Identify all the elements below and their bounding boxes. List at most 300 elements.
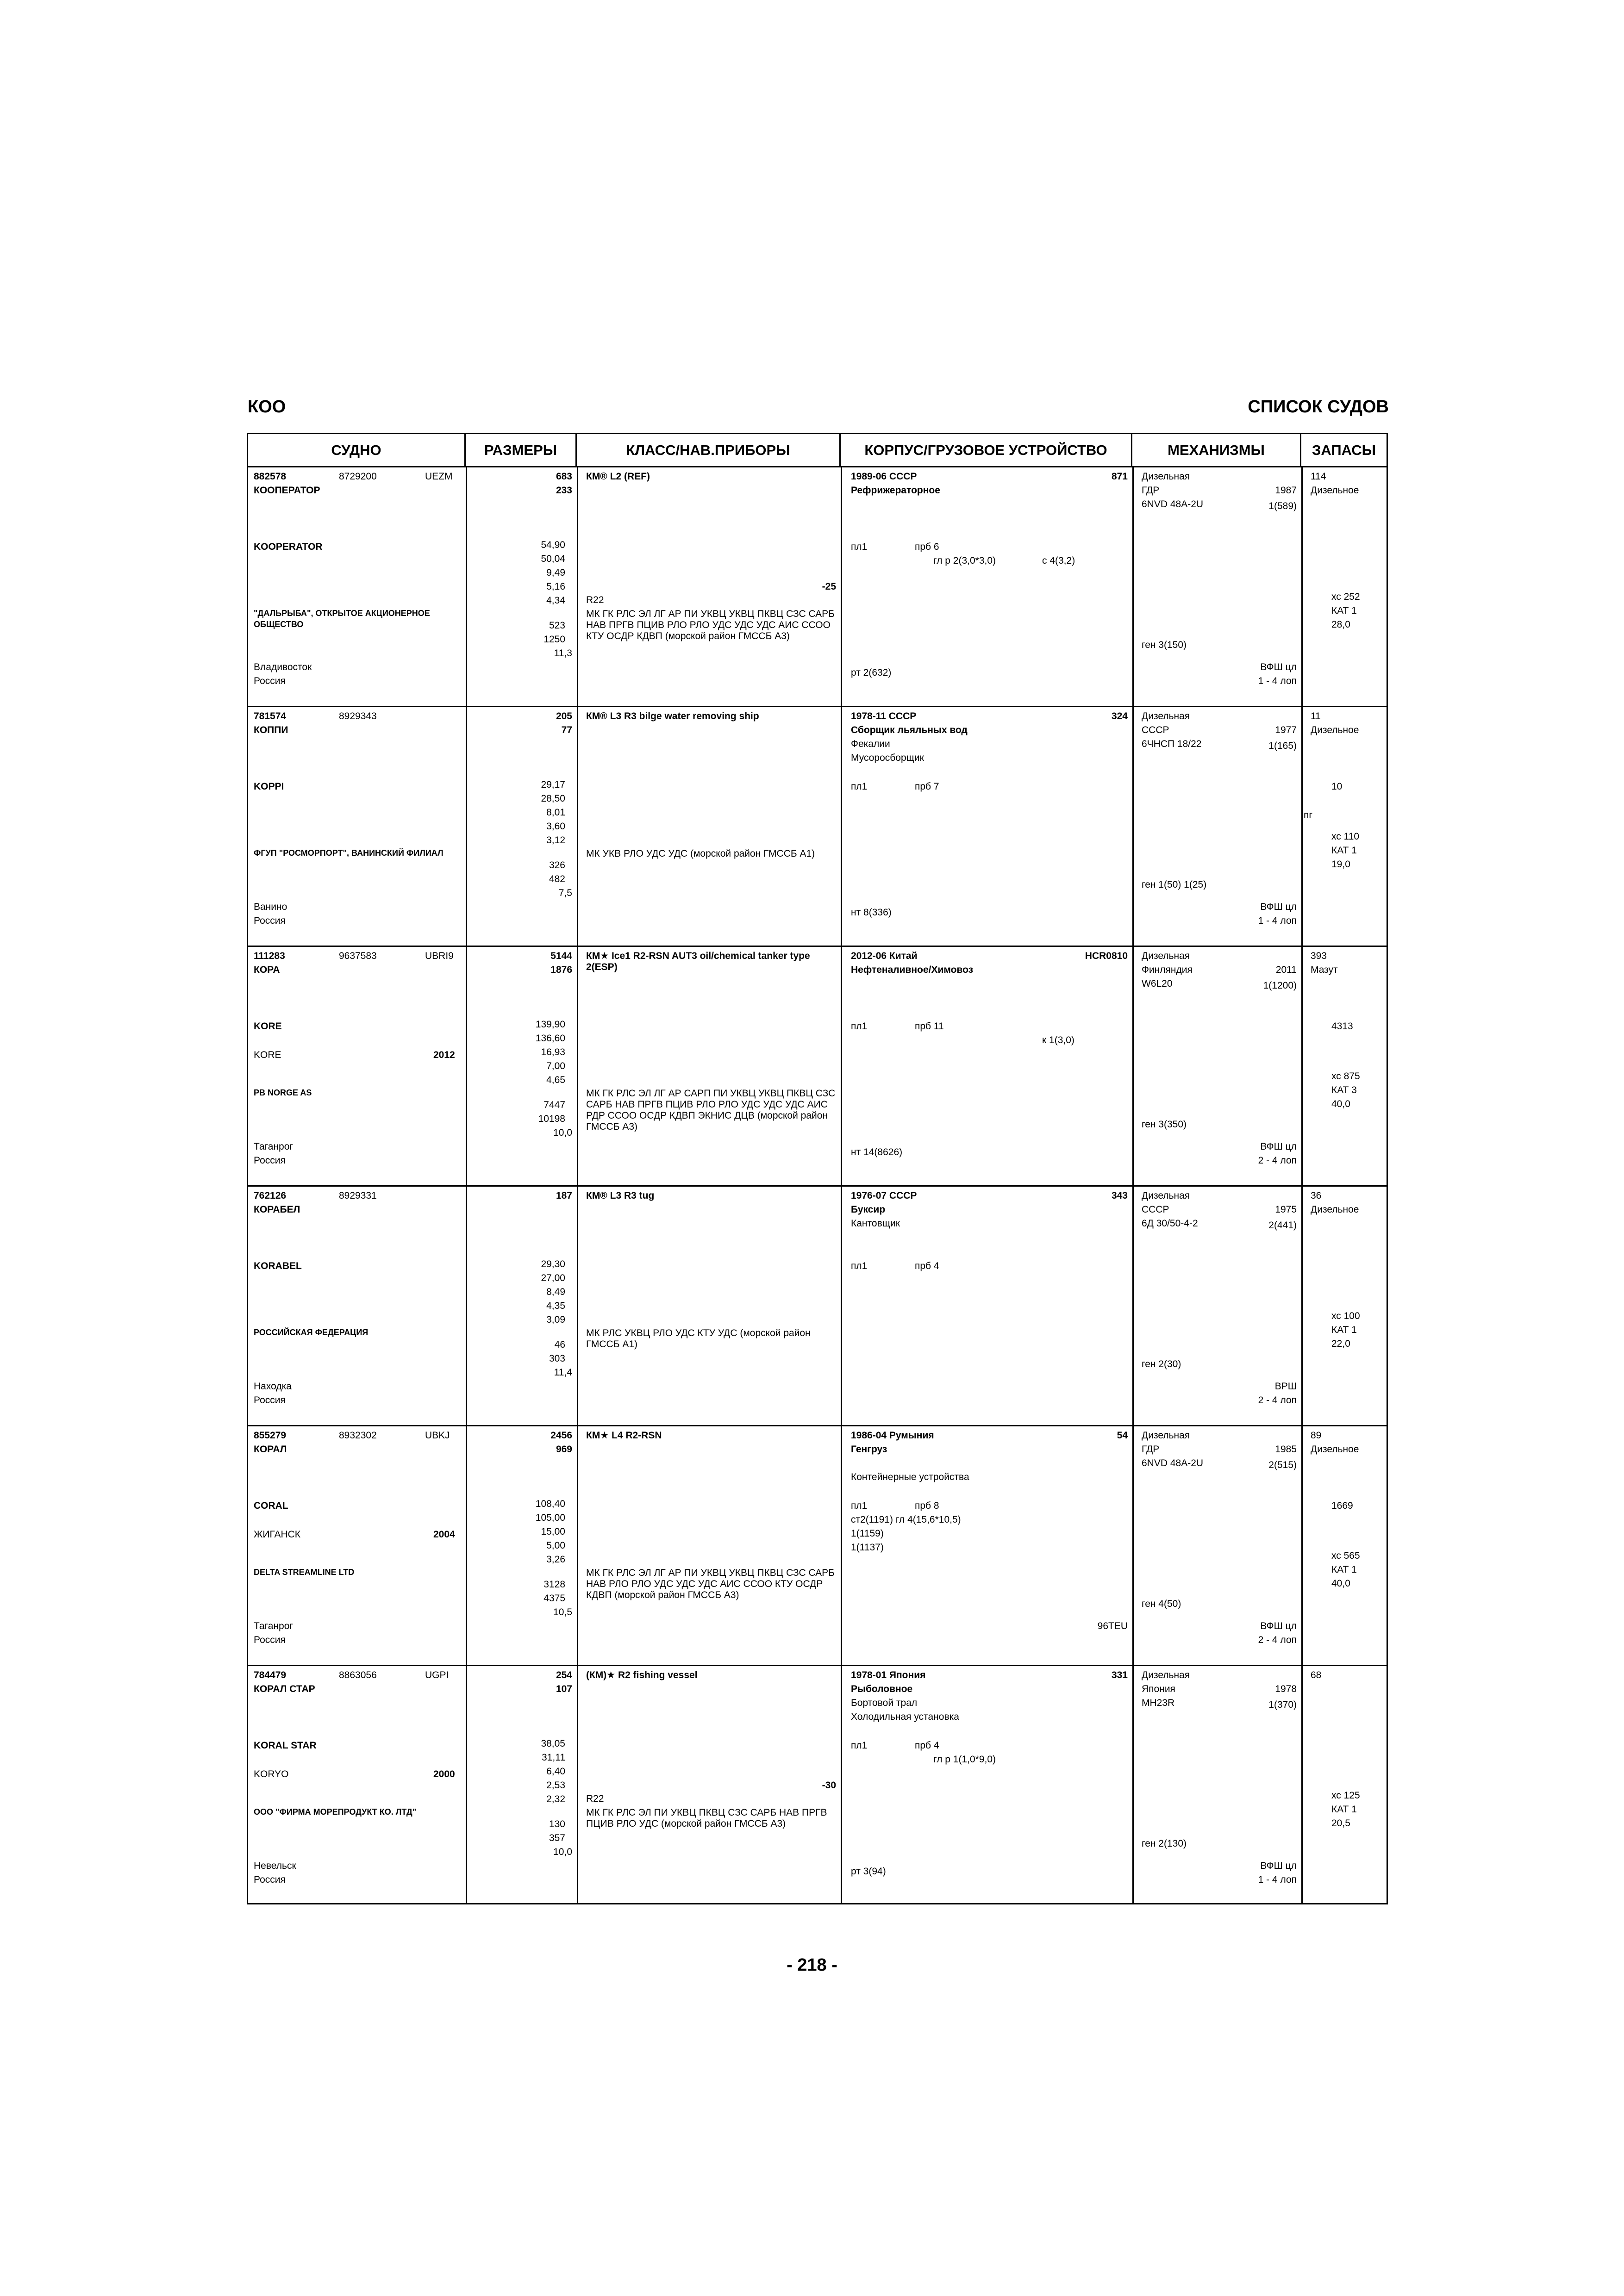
ship-type-extra: Фекалии xyxy=(851,739,890,749)
imo-number: 8929343 xyxy=(339,711,377,722)
navigation-equipment: МК ГК РЛС ЭЛ ЛГ АР ПИ УКВЦ УКВЦ ПКВЦ СЗС САРБ НАВ РЛО РЛО УДС УДС УДС АИС ССОО КТУ ОСДР КДВП (морской район ГМССБ А3) xyxy=(586,1568,835,1600)
engine-year: 1977 xyxy=(1275,725,1297,735)
tanks: рт 2(632) xyxy=(851,667,892,678)
decks: пл1 xyxy=(851,1500,868,1511)
column-divider xyxy=(1301,1187,1303,1425)
cargo-cranes: к 1(3,0) xyxy=(1042,1035,1074,1045)
home-port: Ванино xyxy=(254,902,287,912)
call-sign: UBRI9 xyxy=(425,951,454,961)
engine-year: 1978 xyxy=(1275,1684,1297,1694)
generators: ген 2(130) xyxy=(1142,1838,1187,1849)
speed-range: хс 252 xyxy=(1331,591,1360,602)
generators: ген 3(150) xyxy=(1142,640,1187,650)
dimension-value: 3,60 xyxy=(546,821,565,832)
column-divider xyxy=(1132,467,1134,706)
capacity-value: 357 xyxy=(549,1833,565,1843)
engine-year: 1975 xyxy=(1275,1204,1297,1215)
ship-name-latin: KORE xyxy=(254,1021,282,1032)
ship-type-extra: Холодильная установка xyxy=(851,1711,959,1722)
flag-country: Россия xyxy=(254,915,286,926)
build-year-country: 1978-01 Япония xyxy=(851,1670,926,1680)
supplies-top: 89 xyxy=(1311,1430,1322,1441)
hull-number: 324 xyxy=(1111,711,1128,722)
category: КАТ 1 xyxy=(1331,1804,1357,1815)
column-header-hull: КОРПУС/ГРУЗОВОЕ УСТРОЙСТВО xyxy=(841,434,1132,466)
propeller-blades: 2 - 4 лоп xyxy=(1258,1395,1297,1406)
hull-number: 54 xyxy=(1117,1430,1128,1441)
gross-tonnage: 683 xyxy=(556,471,572,482)
build-year-country: 1989-06 СССР xyxy=(851,471,917,482)
speed-knots: 19,0 xyxy=(1331,859,1350,870)
holds: прб 4 xyxy=(915,1740,939,1751)
flag-country: Россия xyxy=(254,1635,286,1645)
dimension-value: 105,00 xyxy=(535,1512,565,1523)
tanks: нт 8(336) xyxy=(851,907,892,918)
refrigeration-temp: -30 xyxy=(822,1780,836,1791)
engine-power: 2(441) xyxy=(1268,1220,1297,1231)
holds: прб 7 xyxy=(915,781,939,792)
fuel-type: Дизельное xyxy=(1311,725,1359,735)
category: КАТ 1 xyxy=(1331,1325,1357,1335)
navigation-equipment: МК РЛС УКВЦ РЛО УДС КТУ УДС (морской район ГМССБ А1) xyxy=(586,1328,811,1350)
ship-type: Сборщик льяльных вод xyxy=(851,725,968,735)
gross-tonnage: 2456 xyxy=(550,1430,572,1441)
engine-year: 1985 xyxy=(1275,1444,1297,1455)
net-tonnage: 969 xyxy=(556,1444,572,1455)
decks: пл1 xyxy=(851,1740,868,1751)
engine-model: 6NVD 48A-2U xyxy=(1142,1458,1204,1468)
ship-record xyxy=(248,467,1387,707)
tanks: рт 3(94) xyxy=(851,1866,886,1877)
class-notation: КМ® L3 R3 bilge water removing ship xyxy=(586,711,759,722)
former-name-year: 2004 xyxy=(433,1529,455,1540)
cargo-hatches: гл р 2(3,0*3,0) xyxy=(933,555,996,566)
dimension-value: 6,40 xyxy=(546,1766,565,1777)
column-divider xyxy=(1132,707,1134,946)
column-divider xyxy=(466,707,467,946)
dimension-value: 54,90 xyxy=(541,540,565,550)
engine-country: Япония xyxy=(1142,1684,1175,1694)
fuel-type: Дизельное xyxy=(1311,485,1359,496)
navigation-equipment: МК ГК РЛС ЭЛ ЛГ АР САРП ПИ УКВЦ УКВЦ ПКВЦ СЗС САРБ НАВ ПРГВ ПЦИВ РЛО РЛО УДС УДС УДС АИС РДР ССОО ОСДР КДВП ЭКНИС ДЦВ (морской район ГМССБ А3) xyxy=(586,1088,836,1132)
home-port: Находка xyxy=(254,1381,292,1392)
column-divider xyxy=(466,1666,467,1903)
call-sign: UEZM xyxy=(425,471,453,482)
engine-type: Дизельная xyxy=(1142,471,1190,482)
owner: PB NORGE AS xyxy=(254,1088,312,1097)
ship-record xyxy=(248,1426,1387,1666)
capacity-value: 7,5 xyxy=(558,888,572,898)
dimension-value: 27,00 xyxy=(541,1273,565,1283)
propeller: ВРШ xyxy=(1274,1381,1297,1392)
imo-number: 8932302 xyxy=(339,1430,377,1441)
engine-power: 1(165) xyxy=(1268,740,1297,751)
supplies-top: 36 xyxy=(1311,1190,1322,1201)
dimension-value: 16,93 xyxy=(541,1047,565,1058)
reg-number: 111283 xyxy=(254,951,285,961)
dimension-value: 50,04 xyxy=(541,554,565,564)
build-year-country: 2012-06 Китай xyxy=(851,951,918,961)
capacity-value: 1250 xyxy=(543,634,565,645)
flag-country: Россия xyxy=(254,1395,286,1406)
ship-name-latin: KOPPI xyxy=(254,781,284,792)
ship-register-table xyxy=(247,433,1388,1904)
speed-range: хс 875 xyxy=(1331,1071,1360,1082)
category: КАТ 1 xyxy=(1331,845,1357,856)
supplies-top: 68 xyxy=(1311,1670,1322,1680)
call-sign: UBKJ xyxy=(425,1430,450,1441)
home-port: Невельск xyxy=(254,1860,296,1871)
call-sign: UGPI xyxy=(425,1670,449,1680)
build-year-country: 1978-11 СССР xyxy=(851,711,917,722)
column-header-class: КЛАСС/НАВ.ПРИБОРЫ xyxy=(577,434,841,466)
engine-year: 2011 xyxy=(1275,964,1297,975)
capacity-value: 4375 xyxy=(543,1593,565,1604)
engine-country: Финляндия xyxy=(1142,964,1193,975)
column-divider xyxy=(841,1187,842,1425)
class-notation: КМ® L2 (REF) xyxy=(586,471,650,482)
dimension-value: 2,32 xyxy=(546,1794,565,1804)
hull-number: 343 xyxy=(1111,1190,1128,1201)
owner: РОССИЙСКАЯ ФЕДЕРАЦИЯ xyxy=(254,1328,369,1337)
category: КАТ 1 xyxy=(1331,1564,1357,1575)
column-divider xyxy=(1132,1187,1134,1425)
generators: ген 4(50) xyxy=(1142,1599,1181,1609)
speed-knots: 22,0 xyxy=(1331,1338,1350,1349)
supplies-mid: 4313 xyxy=(1331,1021,1353,1032)
build-year-country: 1976-07 СССР xyxy=(851,1190,917,1201)
dimension-value: 108,40 xyxy=(535,1499,565,1509)
build-year-country: 1986-04 Румыния xyxy=(851,1430,934,1441)
capacity-value: 46 xyxy=(554,1339,565,1350)
ship-type: Рыболовное xyxy=(851,1684,913,1694)
dimension-value: 5,00 xyxy=(546,1540,565,1551)
former-name: KORYO xyxy=(254,1769,289,1780)
propeller-blades: 2 - 4 лоп xyxy=(1258,1635,1297,1645)
capacity-value: 3128 xyxy=(543,1579,565,1590)
speed-range: хс 110 xyxy=(1331,831,1360,842)
engine-model: MH23R xyxy=(1142,1698,1175,1708)
supplies-top: 11 xyxy=(1311,711,1321,722)
propeller: ВФШ цл xyxy=(1260,902,1297,912)
cargo-cranes: с 4(3,2) xyxy=(1042,555,1075,566)
dimension-value: 3,09 xyxy=(546,1314,565,1325)
page-number: - 218 - xyxy=(787,1955,837,1975)
cargo-gear-line: 1(1159) xyxy=(851,1528,884,1539)
column-header-machinery: МЕХАНИЗМЫ xyxy=(1132,434,1301,466)
ship-type: Буксир xyxy=(851,1204,886,1215)
engine-power: 2(515) xyxy=(1268,1460,1297,1470)
speed-knots: 40,0 xyxy=(1331,1099,1350,1109)
engine-power: 1(1200) xyxy=(1263,980,1297,991)
column-divider xyxy=(577,707,578,946)
propeller-blades: 2 - 4 лоп xyxy=(1258,1155,1297,1166)
net-tonnage: 1876 xyxy=(550,964,572,975)
gross-tonnage: 254 xyxy=(556,1670,572,1680)
ship-name: КОРАБЕЛ xyxy=(254,1204,300,1215)
propeller: ВФШ цл xyxy=(1260,1141,1297,1152)
dimension-value: 4,35 xyxy=(546,1300,565,1311)
column-divider xyxy=(466,1187,467,1425)
capacity-value: 7447 xyxy=(543,1100,565,1110)
engine-type: Дизельная xyxy=(1142,1190,1190,1201)
former-name-year: 2000 xyxy=(433,1769,455,1780)
ship-record xyxy=(248,707,1387,947)
reg-number: 762126 xyxy=(254,1190,287,1201)
home-port: Таганрог xyxy=(254,1141,294,1152)
column-header-supplies: ЗАПАСЫ xyxy=(1312,442,1376,458)
column-divider xyxy=(466,1426,467,1665)
ship-name-latin: KORABEL xyxy=(254,1261,302,1271)
ship-type-extra: Кантовщик xyxy=(851,1218,900,1229)
holds: прб 11 xyxy=(915,1021,944,1032)
gross-tonnage: 5144 xyxy=(550,951,572,961)
imo-number: 8729200 xyxy=(339,471,377,482)
hull-number: 331 xyxy=(1111,1670,1128,1680)
speed-range: хс 100 xyxy=(1331,1311,1360,1321)
owner: ООО "ФИРМА МОРЕПРОДУКТ КО. ЛТД" xyxy=(254,1807,417,1817)
dimension-value: 9,49 xyxy=(546,567,565,578)
column-divider xyxy=(1301,1666,1303,1903)
capacity-value: 10,0 xyxy=(553,1127,572,1138)
dimension-value: 3,12 xyxy=(546,835,565,846)
engine-type: Дизельная xyxy=(1142,951,1190,961)
gross-tonnage: 205 xyxy=(556,711,572,722)
engine-year: 1987 xyxy=(1275,485,1297,496)
dimension-value: 3,26 xyxy=(546,1554,565,1565)
refrigerant: R22 xyxy=(586,1793,604,1804)
dimension-value: 29,17 xyxy=(541,779,565,790)
dimension-value: 5,16 xyxy=(546,581,565,592)
engine-type: Дизельная xyxy=(1142,1670,1190,1680)
column-header-ship: СУДНО xyxy=(248,434,466,466)
ship-name-latin: KOOPERATOR xyxy=(254,541,323,552)
ship-record xyxy=(248,1666,1387,1903)
speed-knots: 28,0 xyxy=(1331,619,1350,630)
reg-number: 781574 xyxy=(254,711,287,722)
reg-number: 784479 xyxy=(254,1670,287,1680)
engine-country: ГДР xyxy=(1142,485,1160,496)
capacity-value: 303 xyxy=(549,1353,565,1364)
capacity-value: 130 xyxy=(549,1819,565,1829)
column-divider xyxy=(1301,1426,1303,1665)
class-notation: КМ★ L4 R2-RSN xyxy=(586,1430,662,1441)
cargo-gear-line: 1(1137) xyxy=(851,1542,884,1553)
tanks: нт 14(8626) xyxy=(851,1147,903,1157)
column-divider xyxy=(1301,467,1303,706)
engine-model: 6ЧНСП 18/22 xyxy=(1142,739,1202,749)
engine-country: СССР xyxy=(1142,725,1169,735)
dimension-value: 4,65 xyxy=(546,1075,565,1085)
fuel-type: Дизельное xyxy=(1311,1204,1359,1215)
engine-type: Дизельная xyxy=(1142,1430,1190,1441)
flag-country: Россия xyxy=(254,1155,286,1166)
page-header-left: КОО xyxy=(248,397,286,417)
refrigerant: R22 xyxy=(586,595,604,605)
owner: "ДАЛЬРЫБА", ОТКРЫТОЕ АКЦИОНЕРНОЕ ОБЩЕСТВО xyxy=(254,609,430,629)
home-port: Таганрог xyxy=(254,1621,294,1631)
flag-country: Россия xyxy=(254,676,286,686)
engine-power: 1(589) xyxy=(1268,501,1297,511)
home-port: Владивосток xyxy=(254,662,312,672)
ship-type-extra: Мусоросборщик xyxy=(851,753,924,763)
navigation-equipment: МК УКВ РЛО УДС УДС (морской район ГМССБ А1) xyxy=(586,848,815,859)
cargo-hatches: гл р 1(1,0*9,0) xyxy=(933,1754,996,1765)
fuel-type: Мазут xyxy=(1311,964,1338,975)
engine-country: ГДР xyxy=(1142,1444,1160,1455)
dimension-value: 8,01 xyxy=(546,807,565,818)
former-name-year: 2012 xyxy=(433,1050,455,1060)
column-divider xyxy=(841,467,842,706)
engine-type: Дизельная xyxy=(1142,711,1190,722)
generators: ген 2(30) xyxy=(1142,1359,1181,1369)
ship-name-latin: KORAL STAR xyxy=(254,1740,317,1751)
ship-name: КОРАЛ СТАР xyxy=(254,1684,315,1694)
dimension-value: 28,50 xyxy=(541,793,565,804)
ship-type-extra: Бортовой трал xyxy=(851,1698,918,1708)
fuel-type: Дизельное xyxy=(1311,1444,1359,1455)
engine-country: СССР xyxy=(1142,1204,1169,1215)
supplies-mid: 1669 xyxy=(1331,1500,1353,1511)
dimension-value: 2,53 xyxy=(546,1780,565,1791)
net-tonnage: 77 xyxy=(561,725,572,735)
class-notation: КМ® L3 R3 tug xyxy=(586,1190,655,1201)
hull-number: 871 xyxy=(1111,471,1128,482)
refrigeration-temp: -25 xyxy=(822,581,836,592)
net-tonnage: 233 xyxy=(556,485,572,496)
reg-number: 882578 xyxy=(254,471,287,482)
capacity-value: 482 xyxy=(549,874,565,884)
column-divider xyxy=(577,1187,578,1425)
speed-range: хс 125 xyxy=(1331,1790,1360,1801)
ship-record xyxy=(248,1187,1387,1426)
column-header-dimensions: РАЗМЕРЫ xyxy=(466,434,577,466)
decks: пл1 xyxy=(851,781,868,792)
propeller-blades: 1 - 4 лоп xyxy=(1258,915,1297,926)
engine-model: 6Д 30/50-4-2 xyxy=(1142,1218,1198,1229)
column-divider xyxy=(577,1426,578,1665)
capacity-value: 523 xyxy=(549,620,565,631)
generators: ген 1(50) 1(25) xyxy=(1142,879,1207,890)
generators: ген 3(350) xyxy=(1142,1119,1187,1130)
category: КАТ 3 xyxy=(1331,1085,1357,1095)
column-divider xyxy=(1132,1426,1134,1665)
dimension-value: 136,60 xyxy=(535,1033,565,1044)
capacity-value: 10,5 xyxy=(553,1607,572,1618)
column-divider xyxy=(841,1666,842,1903)
holds: прб 4 xyxy=(915,1261,939,1271)
decks: пл1 xyxy=(851,541,868,552)
speed-range: хс 565 xyxy=(1331,1550,1360,1561)
capacity-value: 326 xyxy=(549,860,565,871)
owner: ФГУП "РОСМОРПОРТ", ВАНИНСКИЙ ФИЛИАЛ xyxy=(254,848,443,858)
speed-knots: 40,0 xyxy=(1331,1578,1350,1589)
column-divider xyxy=(1132,1666,1134,1903)
column-divider xyxy=(1301,947,1303,1185)
imo-number: 9637583 xyxy=(339,951,377,961)
hull-number: HCR0810 xyxy=(1085,951,1128,961)
cargo-gear-line: ст2(1191) гл 4(15,6*10,5) xyxy=(851,1514,961,1525)
capacity-value: 11,3 xyxy=(554,648,572,659)
dimension-value: 4,34 xyxy=(546,595,565,606)
imo-number: 8863056 xyxy=(339,1670,377,1680)
column-divider xyxy=(577,467,578,706)
category: КАТ 1 xyxy=(1331,605,1357,616)
former-name: KORE xyxy=(254,1050,281,1060)
propeller: ВФШ цл xyxy=(1260,1621,1297,1631)
capacity-value: 10,0 xyxy=(553,1847,572,1857)
ship-name-latin: CORAL xyxy=(254,1500,288,1511)
dimension-value: 29,30 xyxy=(541,1259,565,1269)
ship-name: КООПЕРАТОР xyxy=(254,485,320,496)
former-name: ЖИГАНСК xyxy=(254,1529,301,1540)
column-divider xyxy=(841,1426,842,1665)
column-divider xyxy=(577,1666,578,1903)
reg-number: 855279 xyxy=(254,1430,287,1441)
ship-type: Рефрижераторное xyxy=(851,485,940,496)
ship-type: Нефтеналивное/Химовоз xyxy=(851,964,974,975)
dimension-value: 38,05 xyxy=(541,1738,565,1749)
ship-name: КОРАЛ xyxy=(254,1444,287,1455)
dimension-value: 31,11 xyxy=(542,1752,565,1763)
class-notation: КМ★ Ice1 R2-RSN AUT3 oil/chemical tanker type 2(ESP) xyxy=(586,951,810,972)
class-notation: (КМ)★ R2 fishing vessel xyxy=(586,1670,698,1680)
dimension-value: 139,90 xyxy=(535,1019,565,1030)
column-divider xyxy=(841,707,842,946)
column-divider xyxy=(577,947,578,1185)
capacity-value: 10198 xyxy=(538,1114,565,1124)
dimension-value: 8,49 xyxy=(546,1287,565,1297)
column-divider xyxy=(466,467,467,706)
engine-model: W6L20 xyxy=(1142,978,1173,989)
propeller-blades: 1 - 4 лоп xyxy=(1258,676,1297,686)
ship-type-extra: Контейнерные устройства xyxy=(851,1472,969,1482)
engine-model: 6NVD 48A-2U xyxy=(1142,499,1204,510)
holds: прб 6 xyxy=(915,541,939,552)
engine-power: 1(370) xyxy=(1268,1699,1297,1710)
supplies-mid: 10 xyxy=(1331,781,1343,792)
navigation-equipment: МК ГК РЛС ЭЛ ПИ УКВЦ ПКВЦ СЗС САРБ НАВ ПРГВ ПЦИВ РЛО УДС (морской район ГМССБ А3) xyxy=(586,1807,827,1829)
table-header-row xyxy=(248,434,1387,467)
gross-tonnage: 187 xyxy=(556,1190,572,1201)
column-divider xyxy=(841,947,842,1185)
propeller-blades: 1 - 4 лоп xyxy=(1258,1874,1297,1885)
capacity-value: 11,4 xyxy=(554,1367,572,1378)
container-capacity: 96TEU xyxy=(1097,1621,1128,1631)
propeller: ВФШ цл xyxy=(1260,1860,1297,1871)
decks: пл1 xyxy=(851,1261,868,1271)
holds: прб 8 xyxy=(915,1500,939,1511)
supplies-top: 393 xyxy=(1311,951,1327,961)
imo-number: 8929331 xyxy=(339,1190,377,1201)
ship-name: КОРА xyxy=(254,964,280,975)
ship-name: КОППИ xyxy=(254,725,288,735)
column-divider xyxy=(1132,947,1134,1185)
column-divider xyxy=(466,947,467,1185)
navigation-equipment: МК ГК РЛС ЭЛ ЛГ АР ПИ УКВЦ УКВЦ ПКВЦ СЗС САРБ НАВ ПРГВ ПЦИВ РЛО РЛО УДС УДС УДС АИС ССОО КТУ ОСДР КДВП (морской район ГМССБ А3) xyxy=(586,609,835,641)
ship-type: Генгруз xyxy=(851,1444,887,1455)
propeller: ВФШ цл xyxy=(1260,662,1297,672)
decks: пл1 xyxy=(851,1021,868,1032)
speed-knots: 20,5 xyxy=(1331,1818,1350,1829)
dimension-value: 15,00 xyxy=(541,1526,565,1537)
ship-record xyxy=(248,947,1387,1187)
column-divider xyxy=(1301,707,1303,946)
page-header-right: СПИСОК СУДОВ xyxy=(1248,397,1389,417)
flag-country: Россия xyxy=(254,1874,286,1885)
net-tonnage: 107 xyxy=(556,1684,572,1694)
owner: DELTA STREAMLINE LTD xyxy=(254,1568,355,1577)
